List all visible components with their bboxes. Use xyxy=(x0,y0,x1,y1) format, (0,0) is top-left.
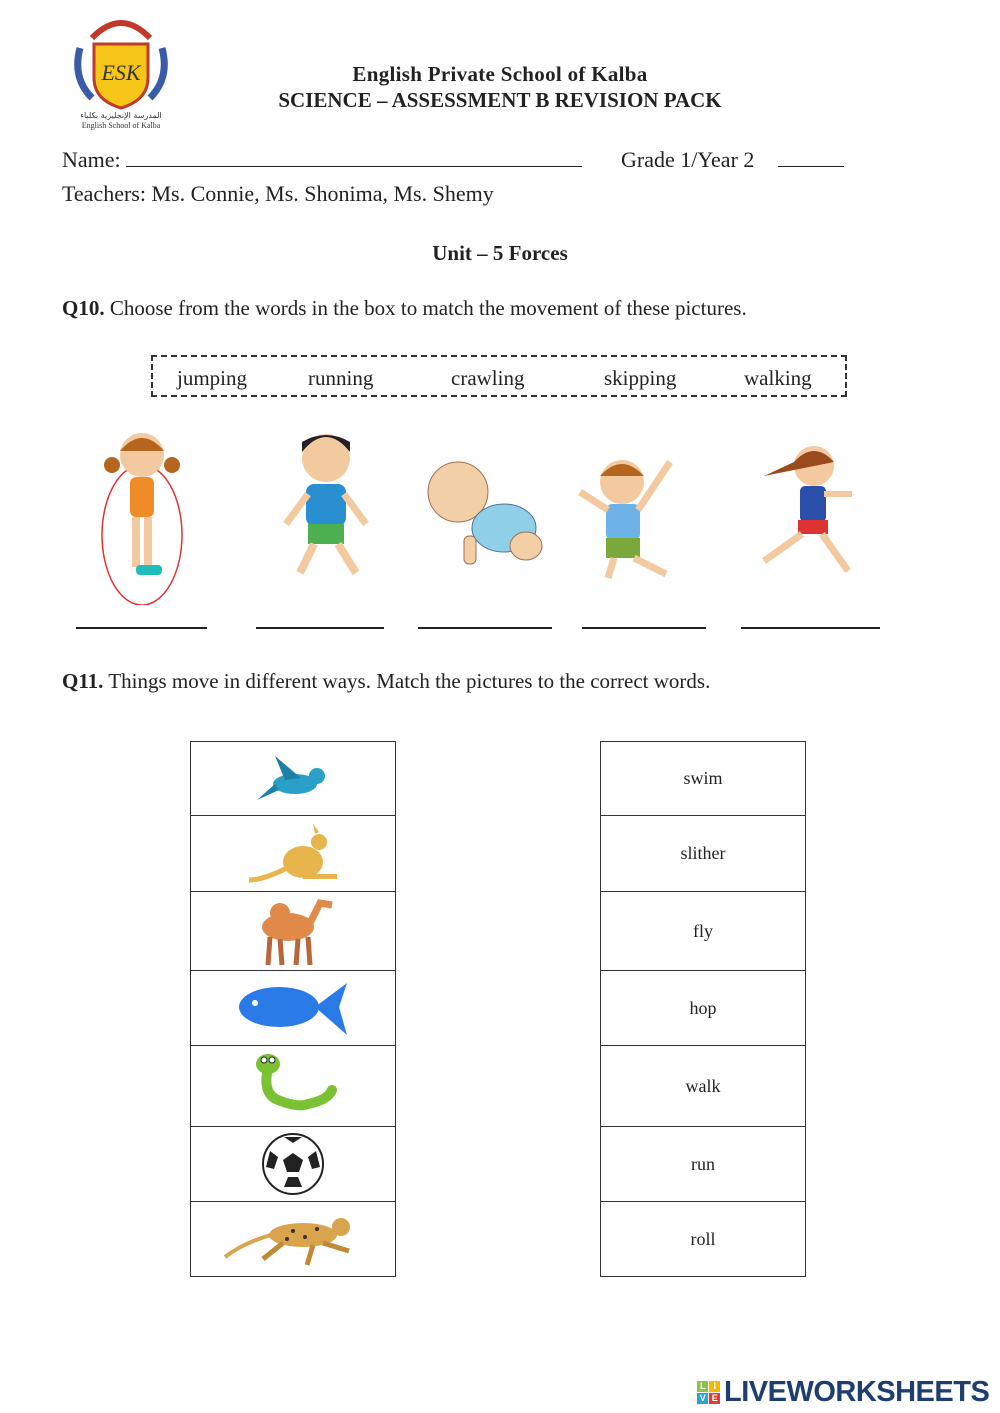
baby-crawling-picture xyxy=(424,456,546,572)
icon-letter-i: I xyxy=(709,1381,720,1392)
fish-icon xyxy=(235,977,351,1039)
q11-prompt xyxy=(62,669,710,694)
girl-skipping-rope-picture xyxy=(92,425,192,605)
q11-number: Q11. xyxy=(62,669,104,693)
kangaroo-icon xyxy=(247,824,339,884)
unit-title: Unit – 5 Forces xyxy=(432,241,568,265)
q11-text: Things move in different ways. Match the pictures to the correct words. xyxy=(103,669,711,693)
liveworksheets-logo xyxy=(697,1376,989,1409)
answer-line-5[interactable] xyxy=(741,627,880,629)
word-walking: walking xyxy=(744,366,812,390)
q10-number: Q10. xyxy=(62,296,105,320)
picture-ball[interactable] xyxy=(191,1127,395,1202)
answer-line-3[interactable] xyxy=(418,627,552,629)
picture-kangaroo[interactable] xyxy=(191,816,395,892)
name-row xyxy=(62,147,582,173)
word-roll[interactable]: roll xyxy=(690,1228,716,1249)
girl-running-picture xyxy=(744,436,868,586)
icon-letter-v: V xyxy=(697,1393,708,1404)
word-crawling: crawling xyxy=(451,366,525,390)
picture-camel[interactable] xyxy=(191,892,395,971)
camel-icon xyxy=(248,895,338,967)
answer-line-1[interactable] xyxy=(76,627,207,629)
picture-cheetah[interactable] xyxy=(191,1202,395,1276)
name-label: Name: xyxy=(62,147,121,172)
words-table xyxy=(600,741,806,1277)
picture-snake[interactable] xyxy=(191,1046,395,1127)
word-skipping: skipping xyxy=(604,366,677,390)
name-field[interactable] xyxy=(126,166,582,167)
answer-line-4[interactable] xyxy=(582,627,706,629)
cheetah-icon xyxy=(223,1209,363,1269)
teachers: Teachers: Ms. Connie, Ms. Shonima, Ms. Shemy xyxy=(62,181,494,206)
word-running: running xyxy=(308,366,374,390)
word-slither[interactable]: slither xyxy=(601,816,805,892)
picture-fish[interactable] xyxy=(191,971,395,1046)
icon-letter-e: E xyxy=(709,1393,720,1404)
q10-prompt xyxy=(62,296,747,321)
bird-icon xyxy=(255,754,331,804)
word-fly[interactable]: fly xyxy=(601,892,805,971)
grade-field[interactable] xyxy=(778,166,844,167)
word-run[interactable]: run xyxy=(601,1127,805,1202)
picture-bird[interactable] xyxy=(191,742,395,816)
word-walk[interactable]: walk xyxy=(601,1046,805,1127)
liveworksheets-brand: LIVEWORKSHEETS xyxy=(724,1376,990,1408)
svg-text:المدرسة الإنجليزية بكلباء: المدرسة الإنجليزية بكلباء xyxy=(80,111,162,120)
svg-text:English School of Kalba: English School of Kalba xyxy=(81,121,161,130)
svg-text:ESK: ESK xyxy=(101,60,141,85)
grade-label: Grade 1/Year 2 xyxy=(621,147,755,172)
pictures-table xyxy=(190,741,396,1277)
grade-row xyxy=(621,147,844,173)
word-hop[interactable]: hop xyxy=(601,971,805,1046)
snake-icon xyxy=(248,1050,338,1122)
word-jumping: jumping xyxy=(177,366,248,390)
answer-line-2[interactable] xyxy=(256,627,384,629)
boy-walking-picture xyxy=(278,428,373,580)
school-name: English Private School of Kalba xyxy=(352,62,648,86)
word-box xyxy=(151,355,847,397)
q10-text: Choose from the words in the box to match the movement of these pictures. xyxy=(104,296,747,320)
boy-jumping-picture xyxy=(574,452,680,582)
liveworksheets-icon xyxy=(697,1381,720,1404)
pack-title: SCIENCE – ASSESSMENT B REVISION PACK xyxy=(278,88,722,112)
word-swim[interactable]: swim xyxy=(601,742,805,816)
soccer-ball-icon xyxy=(260,1131,326,1197)
icon-letter-l: L xyxy=(697,1381,708,1392)
